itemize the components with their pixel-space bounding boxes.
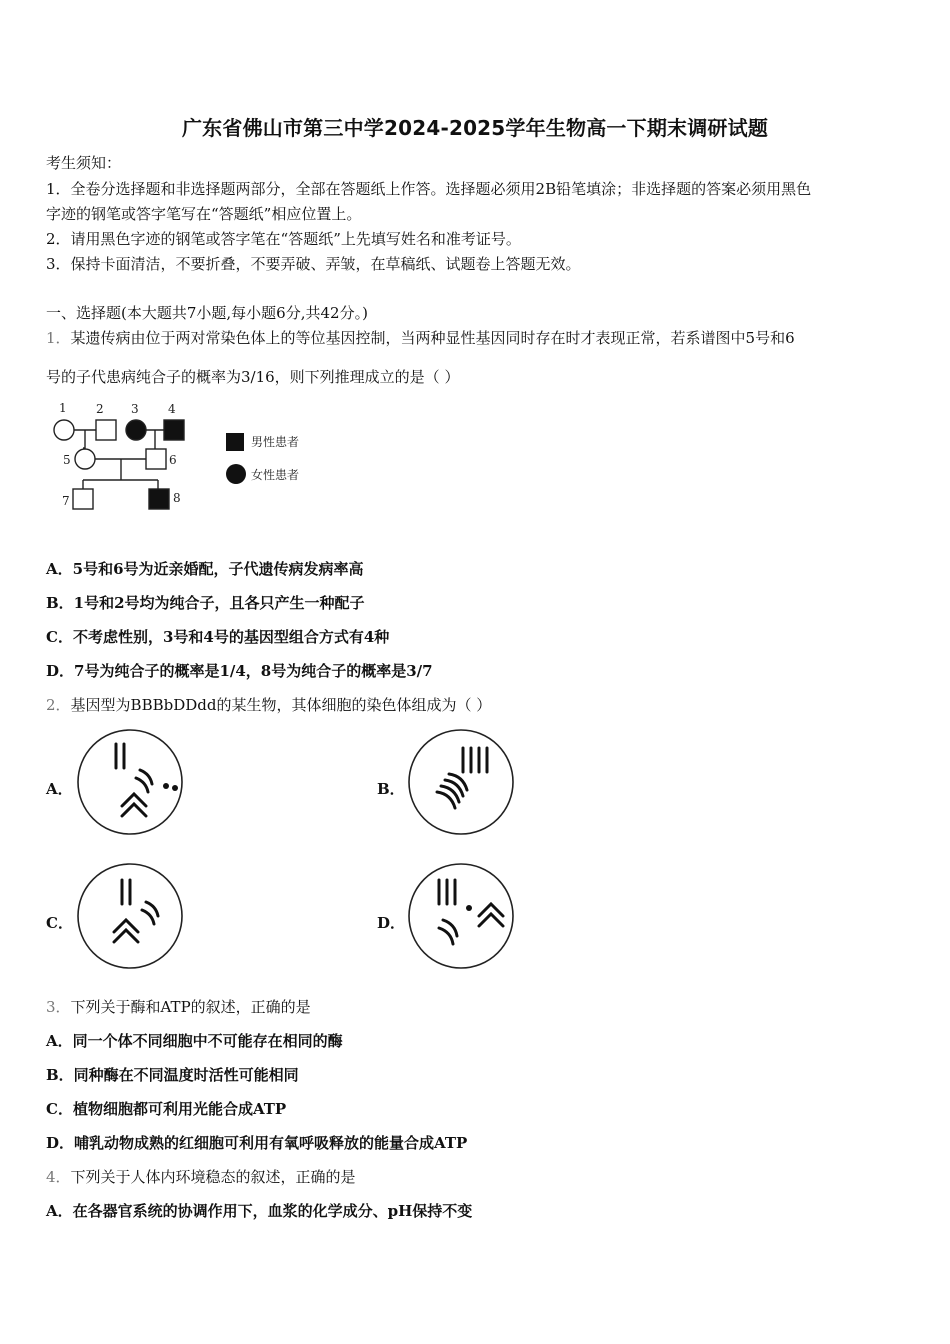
individual-3-circle xyxy=(126,420,146,440)
question-1-line-1 xyxy=(46,327,795,348)
q3-option-a: A．同一个体不同细胞中不可能存在相同的酶 xyxy=(46,1032,343,1050)
question-text: 下列关于人体内环境稳态的叙述，正确的是 xyxy=(70,1168,356,1186)
q2-option-b-label: B． xyxy=(377,780,405,798)
q4-option-a: A．在各器官系统的协调作用下，血浆的化学成分、pH保持不变 xyxy=(46,1202,473,1220)
individual-4-square xyxy=(164,420,184,440)
individual-1-circle xyxy=(54,420,74,440)
question-number: 2． xyxy=(46,696,71,714)
q1-option-d: D．7号为纯合子的概率是1/4，8号为纯合子的概率是3/7 xyxy=(46,662,433,680)
q1-option-c: C．不考虑性别，3号和4号的基因型组合方式有4种 xyxy=(46,628,390,646)
individual-7-square xyxy=(73,489,93,509)
question-number: 4． xyxy=(46,1168,71,1186)
question-text: 基因型为BBBbDDdd的某生物，其体细胞的染色体组成为（ ） xyxy=(70,696,492,714)
q1-option-b: B．1号和2号均为纯合子，且各只产生一种配子 xyxy=(46,594,365,612)
label-4: 4 xyxy=(168,402,176,416)
pedigree-diagram xyxy=(46,398,336,518)
notice-item: 3．保持卡面清洁，不要折叠，不要弄破、弄皱，在草稿纸、试题卷上答题无效。 xyxy=(46,255,581,273)
notice-item: 2．请用黑色字迹的钢笔或答字笔在“答题纸”上先填写姓名和准考证号。 xyxy=(46,230,521,248)
individual-2-square xyxy=(96,420,116,440)
legend-male-label: 男性患者 xyxy=(251,435,300,449)
q3-option-b: B．同种酶在不同温度时活性可能相同 xyxy=(46,1066,299,1084)
q2-option-c-cell-diagram xyxy=(74,860,186,972)
question-1-line-2: 号的子代患病纯合子的概率为3/16，则下列推理成立的是（ ） xyxy=(46,368,460,386)
legend-female-circle-icon xyxy=(226,464,246,484)
individual-6-square xyxy=(146,449,166,469)
label-2: 2 xyxy=(96,402,104,416)
question-text: 下列关于酶和ATP的叙述，正确的是 xyxy=(70,998,311,1016)
q2-option-b-cell-diagram xyxy=(405,726,517,838)
question-text: 某遗传病由位于两对常染色体上的等位基因控制，当两种显性基因同时存在时才表现正常，若系谱图中5号和6 xyxy=(70,329,795,347)
question-4 xyxy=(46,1166,356,1187)
label-8: 8 xyxy=(173,491,181,505)
question-3 xyxy=(46,996,311,1017)
q2-option-a-cell-diagram xyxy=(74,726,186,838)
label-1: 1 xyxy=(59,401,67,415)
notice-item: 1．全卷分选择题和非选择题两部分，全部在答题纸上作答。选择题必须用2B铅笔填涂；非选择题的答案必须用黑色 xyxy=(46,180,812,198)
label-7: 7 xyxy=(62,494,70,508)
q1-option-a: A．5号和6号为近亲婚配，子代遗传病发病率高 xyxy=(46,560,364,578)
label-3: 3 xyxy=(131,402,139,416)
page-title: 广东省佛山市第三中学2024-2025学年生物高一下期末调研试题 xyxy=(181,116,769,140)
question-2 xyxy=(46,694,491,715)
q2-option-d-label: D． xyxy=(377,914,406,932)
q3-option-d: D．哺乳动物成熟的红细胞可利用有氧呼吸释放的能量合成ATP xyxy=(46,1134,468,1152)
notice-heading: 考生须知： xyxy=(46,154,122,172)
q2-option-c-label: C． xyxy=(46,914,73,932)
label-5: 5 xyxy=(63,453,71,467)
legend-female-label: 女性患者 xyxy=(251,468,300,482)
legend-male-square-icon xyxy=(226,433,244,451)
q2-option-a-label: A． xyxy=(46,780,73,798)
section-heading: 一、选择题(本大题共7小题,每小题6分,共42分。) xyxy=(46,304,368,322)
q3-option-c: C．植物细胞都可利用光能合成ATP xyxy=(46,1100,287,1118)
notice-item: 字迹的钢笔或答字笔写在“答题纸”相应位置上。 xyxy=(46,205,362,223)
question-number: 3． xyxy=(46,998,71,1016)
question-number: 1． xyxy=(46,329,71,347)
q2-option-d-cell-diagram xyxy=(405,860,517,972)
individual-8-square xyxy=(149,489,169,509)
label-6: 6 xyxy=(169,453,177,467)
individual-5-circle xyxy=(75,449,95,469)
